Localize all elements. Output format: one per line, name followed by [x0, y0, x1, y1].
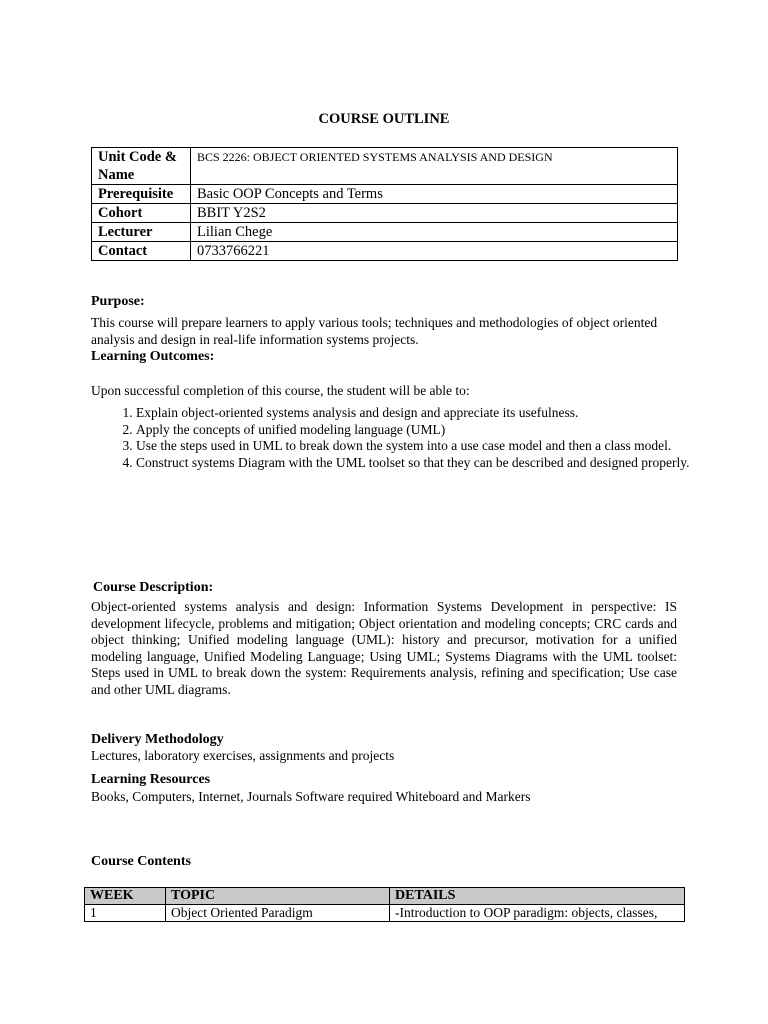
learning-outcomes-heading: Learning Outcomes:	[91, 349, 215, 364]
list-item: 1. Explain object-oriented systems analysis and design and appreciate its usefulness.	[136, 405, 706, 422]
table-header-row	[85, 888, 685, 905]
page-title: COURSE OUTLINE	[318, 111, 450, 127]
column-header-details: DETAILS	[390, 888, 685, 905]
column-header-topic: TOPIC	[166, 888, 390, 905]
course-contents-heading: Course Contents	[91, 854, 191, 869]
info-label: Lecturer	[92, 223, 191, 242]
list-item: 4. Construct systems Diagram with the UML toolset so that they can be described and designed properly.	[136, 455, 706, 472]
course-description-heading: Course Description:	[93, 580, 214, 595]
table-cell: 1	[85, 905, 166, 922]
info-row-lecturer	[92, 223, 678, 242]
info-label: Unit Code & Name	[92, 148, 191, 185]
info-value: BBIT Y2S2	[191, 204, 678, 223]
info-row-unit	[92, 148, 678, 185]
course-description-text: Object-oriented systems analysis and design: Information Systems Development in perspective: IS development lifecycle, problems and mitigation; Object orientation and modeling concepts; CRC cards and object thinking; Unified modeling language (UML): history and precursor, motivation for a unified modeling language, Unified Modeling Language; Using UML; Systems Diagrams with the UML toolset: Steps used in UML to break down the system: Requirements analysis, refining and specification; Use case and other UML diagrams.	[91, 599, 677, 697]
info-label: Contact	[92, 242, 191, 261]
resources-heading: Learning Resources	[91, 772, 211, 787]
delivery-text: Lectures, laboratory exercises, assignments and projects	[91, 748, 395, 763]
table-row	[85, 905, 685, 922]
list-item: 3. Use the steps used in UML to break down the system into a use case model and then a class model.	[136, 438, 706, 455]
purpose-text: This course will prepare learners to apply various tools; techniques and methodologies of object oriented analysis and design in real-life information systems projects.	[91, 315, 658, 347]
info-value: Lilian Chege	[191, 223, 678, 242]
info-label: Cohort	[92, 204, 191, 223]
info-value: BCS 2226: OBJECT ORIENTED SYSTEMS ANALYSIS AND DESIGN	[191, 148, 678, 185]
info-value: 0733766221	[191, 242, 678, 261]
info-label: Prerequisite	[92, 185, 191, 204]
info-value: Basic OOP Concepts and Terms	[191, 185, 678, 204]
course-contents-table	[84, 887, 685, 922]
resources-text: Books, Computers, Internet, Journals Software required Whiteboard and Markers	[91, 789, 531, 804]
info-row-cohort	[92, 204, 678, 223]
column-header-week: WEEK	[85, 888, 166, 905]
learning-outcomes-intro: Upon successful completion of this course, the student will be able to:	[91, 383, 470, 398]
table-cell: Object Oriented Paradigm	[166, 905, 390, 922]
learning-outcomes-list	[91, 405, 706, 471]
list-item: 2. Apply the concepts of unified modeling language (UML)	[136, 422, 706, 439]
info-row-prerequisite	[92, 185, 678, 204]
table-cell: -Introduction to OOP paradigm: objects, classes,	[390, 905, 685, 922]
info-row-contact	[92, 242, 678, 261]
course-info-table	[91, 147, 678, 261]
purpose-heading: Purpose:	[91, 294, 145, 309]
delivery-heading: Delivery Methodology	[91, 732, 224, 747]
